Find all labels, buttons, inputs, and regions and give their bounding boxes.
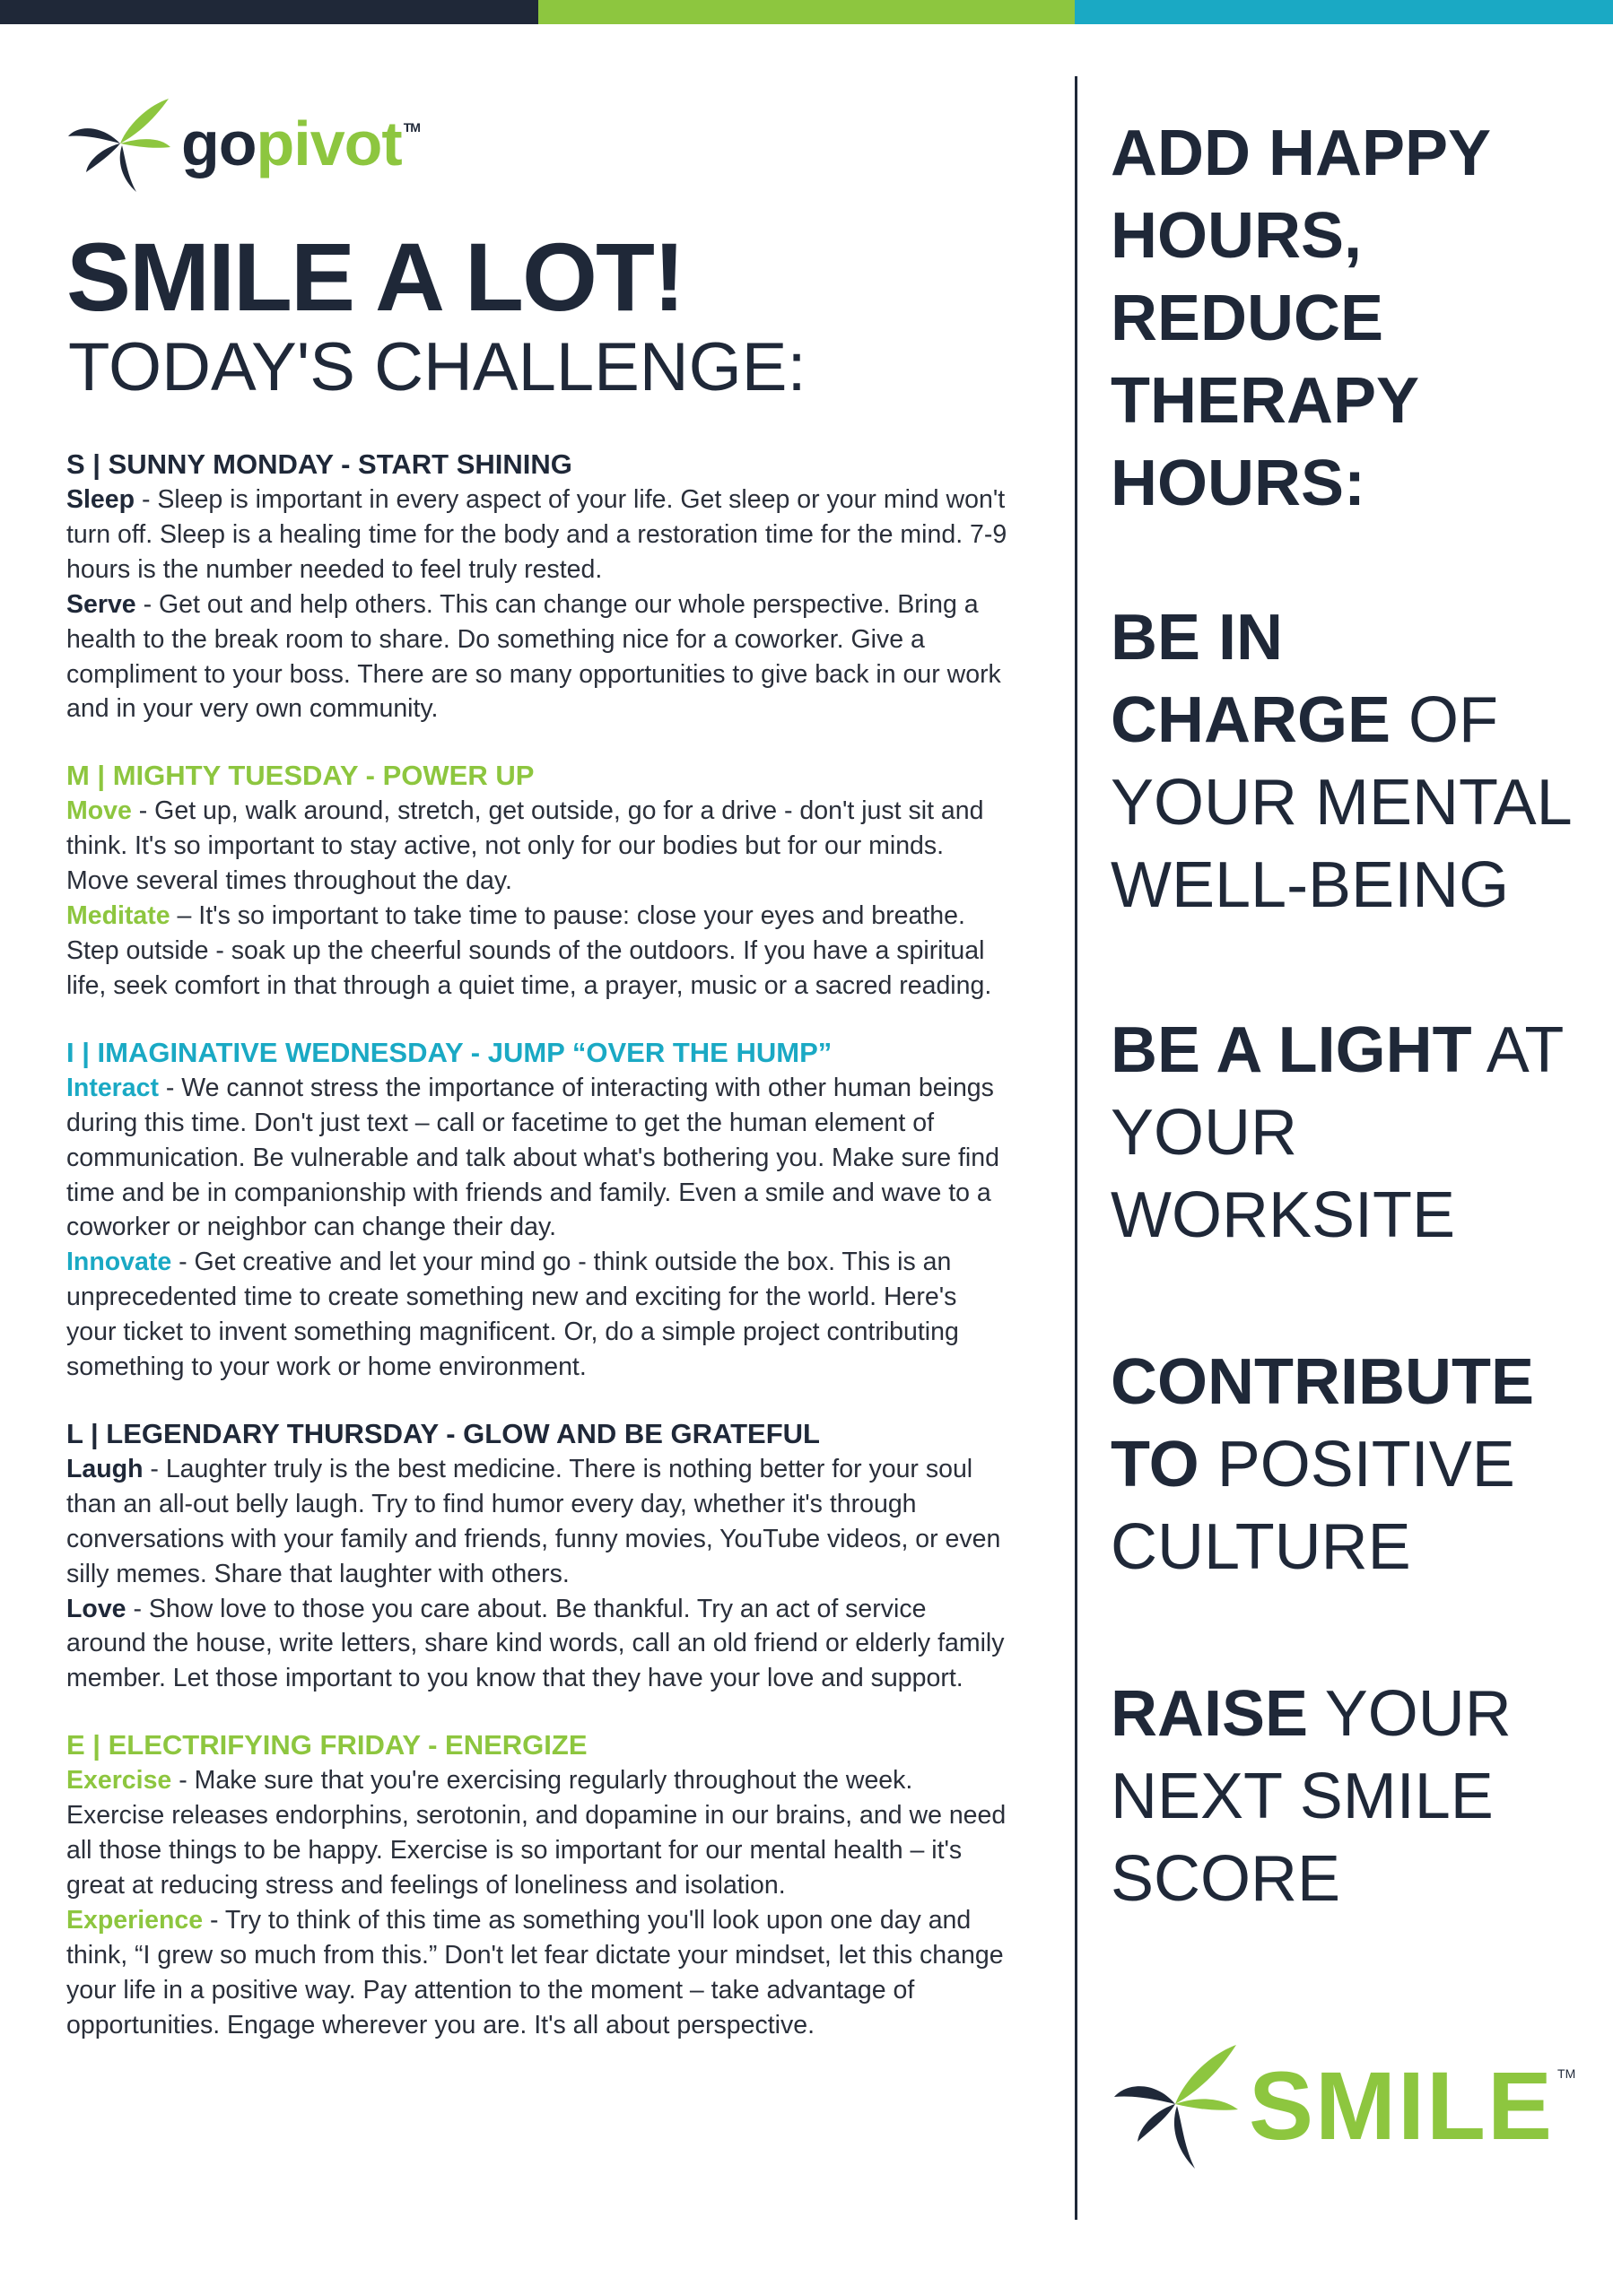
- logo-wordmark: [181, 109, 420, 178]
- challenge-keyword: Move: [66, 796, 132, 826]
- challenge-text: - Make sure that you're exercising regularly throughout the week. Exercise releases endorphins, serotonin, and dopamine in our brains, and we need all those things to be happy. Exercise is so important for our mental health – it's great at reducing stress and feelings of loneliness and isolation.: [66, 1766, 1007, 1900]
- challenge-text: - Get out and help others. This can change our whole perspective. Bring a health to the break room to share. Do something nice for a coworker. Give a compliment to your boss. There are so many opportunities to give back in our work and in your very own community.: [66, 589, 1001, 724]
- challenge-keyword: Love: [66, 1594, 126, 1623]
- point-normal-text: POSITIVE: [1199, 1429, 1515, 1500]
- point-normal-text: YOUR: [1308, 1678, 1512, 1750]
- smile-wordmark: SMILE: [1249, 2051, 1555, 2160]
- challenge-keyword: Experience: [66, 1905, 204, 1935]
- challenge-keyword: Meditate: [66, 901, 170, 931]
- smile-leaf-icon: [1111, 2034, 1245, 2178]
- gopivot-logo: [65, 90, 420, 197]
- challenge-keyword: Laugh: [66, 1454, 144, 1483]
- day-heading: E | ELECTRIFYING FRIDAY - ENERGIZE: [66, 1729, 588, 1761]
- headline-line: ADD HAPPY: [1111, 117, 1492, 189]
- point-line: WELL-BEING: [1111, 849, 1510, 921]
- point-be-a-light: [1111, 1009, 1564, 1257]
- day-section-thursday: [66, 1416, 1008, 1696]
- headline-line: HOURS:: [1111, 448, 1365, 519]
- day-section-monday: [66, 447, 1008, 726]
- column-divider: [1075, 76, 1077, 2220]
- challenge-keyword: Interact: [66, 1073, 159, 1102]
- point-normal-text: OF: [1391, 684, 1499, 756]
- smile-trademark: TM: [1557, 2066, 1576, 2081]
- challenge-text: - Get up, walk around, stretch, get outside, go for a drive - don't just sit and think. It's so important to stay active, not only for our bodies but for our minds. Move several times throughout the day.: [66, 796, 984, 896]
- challenge-text: - Get creative and let your mind go - think outside the box. This is an unprecedented time to create something new and exciting for the world. Here's your ticket to invent something magnificent. Or, do a simple project contributing something to your work or home environment.: [66, 1248, 959, 1382]
- day-heading: L | LEGENDARY THURSDAY - GLOW AND BE GRATEFUL: [66, 1417, 820, 1449]
- top-bar-navy-segment: [0, 0, 538, 24]
- point-line: [1111, 1673, 1512, 1755]
- day-section-wednesday: [66, 1035, 1008, 1385]
- challenge-text: – It's so important to take time to pause: close your eyes and breathe. Step outside - soak up the cheerful sounds of the outdoors. If you have a spiritual life, seek comfort in that through a quiet time, a prayer, music or a sacred reading.: [66, 901, 992, 1000]
- challenge-text: - We cannot stress the importance of interacting with other human beings during this time. Don't just text – call or facetime to get the human element of communication. Be vulnerable and talk about what's bothering you. Make sure find time and be in companionship with friends and family. Even a smile and wave to a coworker or neighbor can change their day.: [66, 1073, 999, 1242]
- point-line: YOUR MENTAL: [1111, 767, 1573, 839]
- challenge-item: [66, 1071, 1008, 1246]
- logo-go-text: go: [181, 109, 257, 178]
- day-section-tuesday: [66, 758, 1008, 1003]
- headline-line: HOURS,: [1111, 200, 1363, 272]
- challenge-item: [66, 794, 1008, 899]
- point-bold-text: RAISE: [1111, 1678, 1309, 1750]
- logo-pivot-text: pivot: [256, 109, 402, 178]
- point-line: CULTURE: [1111, 1511, 1411, 1583]
- point-line: [1111, 1423, 1534, 1506]
- point-be-in-charge: [1111, 596, 1573, 926]
- point-contribute: [1111, 1341, 1534, 1588]
- challenge-item: [66, 1452, 1008, 1592]
- challenge-item: [66, 483, 1008, 587]
- challenge-keyword: Innovate: [66, 1248, 172, 1277]
- challenge-keyword: Sleep: [66, 485, 135, 514]
- challenge-keyword: Exercise: [66, 1766, 172, 1796]
- challenge-text: - Sleep is important in every aspect of your life. Get sleep or your mind won't turn off. Sleep is a healing time for the body and a restoration time for the mind. 7-9 hours is the number needed to feel truly rested.: [66, 485, 1007, 584]
- point-raise-smile-score: [1111, 1673, 1512, 1920]
- challenge-item: [66, 1245, 1008, 1385]
- challenge-text: - Try to think of this time as something you'll look upon one day and think, “I grew so much from this.” Don't let fear dictate your mindset, let this change your life in a positive way. Pay attention to the moment – take advantage of opportunities. Engage wherever you are. It's all about perspective.: [66, 1905, 1004, 2039]
- day-section-friday: [66, 1727, 1008, 2042]
- point-line: CONTRIBUTE: [1111, 1346, 1534, 1418]
- day-heading: S | SUNNY MONDAY - START SHINING: [66, 448, 572, 480]
- point-line: SCORE: [1111, 1843, 1341, 1915]
- point-line: WORKSITE: [1111, 1179, 1456, 1251]
- top-bar-teal-segment: [1075, 0, 1613, 24]
- daily-challenges: [66, 447, 1008, 2074]
- pivot-leaf-icon: [65, 90, 181, 197]
- headline-line: THERAPY: [1111, 365, 1420, 437]
- smile-logo: [1111, 2034, 1575, 2178]
- day-heading: I | IMAGINATIVE WEDNESDAY - JUMP “OVER THE HUMP”: [66, 1036, 833, 1068]
- top-bar-green-segment: [538, 0, 1075, 24]
- day-heading: M | MIGHTY TUESDAY - POWER UP: [66, 760, 535, 792]
- point-normal-text: AT: [1471, 1014, 1565, 1086]
- point-line: BE IN: [1111, 602, 1284, 674]
- point-line: [1111, 679, 1573, 761]
- headline-add-happy-hours: [1111, 112, 1491, 525]
- challenge-keyword: Serve: [66, 589, 136, 619]
- point-bold-text: TO: [1111, 1429, 1199, 1500]
- headline-line: REDUCE: [1111, 283, 1384, 354]
- point-line: NEXT SMILE: [1111, 1761, 1494, 1832]
- challenge-item: [66, 899, 1008, 1004]
- point-line: YOUR: [1111, 1097, 1298, 1169]
- challenge-item: [66, 587, 1008, 727]
- page-subtitle: TODAY'S CHALLENGE:: [68, 329, 806, 405]
- challenge-item: [66, 1592, 1008, 1697]
- challenge-item: [66, 1903, 1008, 2043]
- point-bold-text: CHARGE: [1111, 684, 1391, 756]
- challenge-text: - Laughter truly is the best medicine. There is nothing better for your soul than an all-out belly laugh. Try to find humor every day, whether it's through conversations with your family and friends, funny movies, YouTube videos, or even silly memes. Share that laughter with others.: [66, 1454, 1001, 1588]
- point-bold-text: BE A LIGHT: [1111, 1014, 1472, 1086]
- top-color-bar: [0, 0, 1613, 24]
- page-title: SMILE A LOT!: [66, 222, 684, 331]
- point-line: [1111, 1009, 1564, 1091]
- challenge-text: - Show love to those you care about. Be thankful. Try an act of service around the house, write letters, share kind words, call an old friend or elderly family member. Let those important to you know that they have your love and support.: [66, 1594, 1005, 1693]
- challenge-item: [66, 1763, 1008, 1903]
- logo-trademark: TM: [403, 120, 420, 135]
